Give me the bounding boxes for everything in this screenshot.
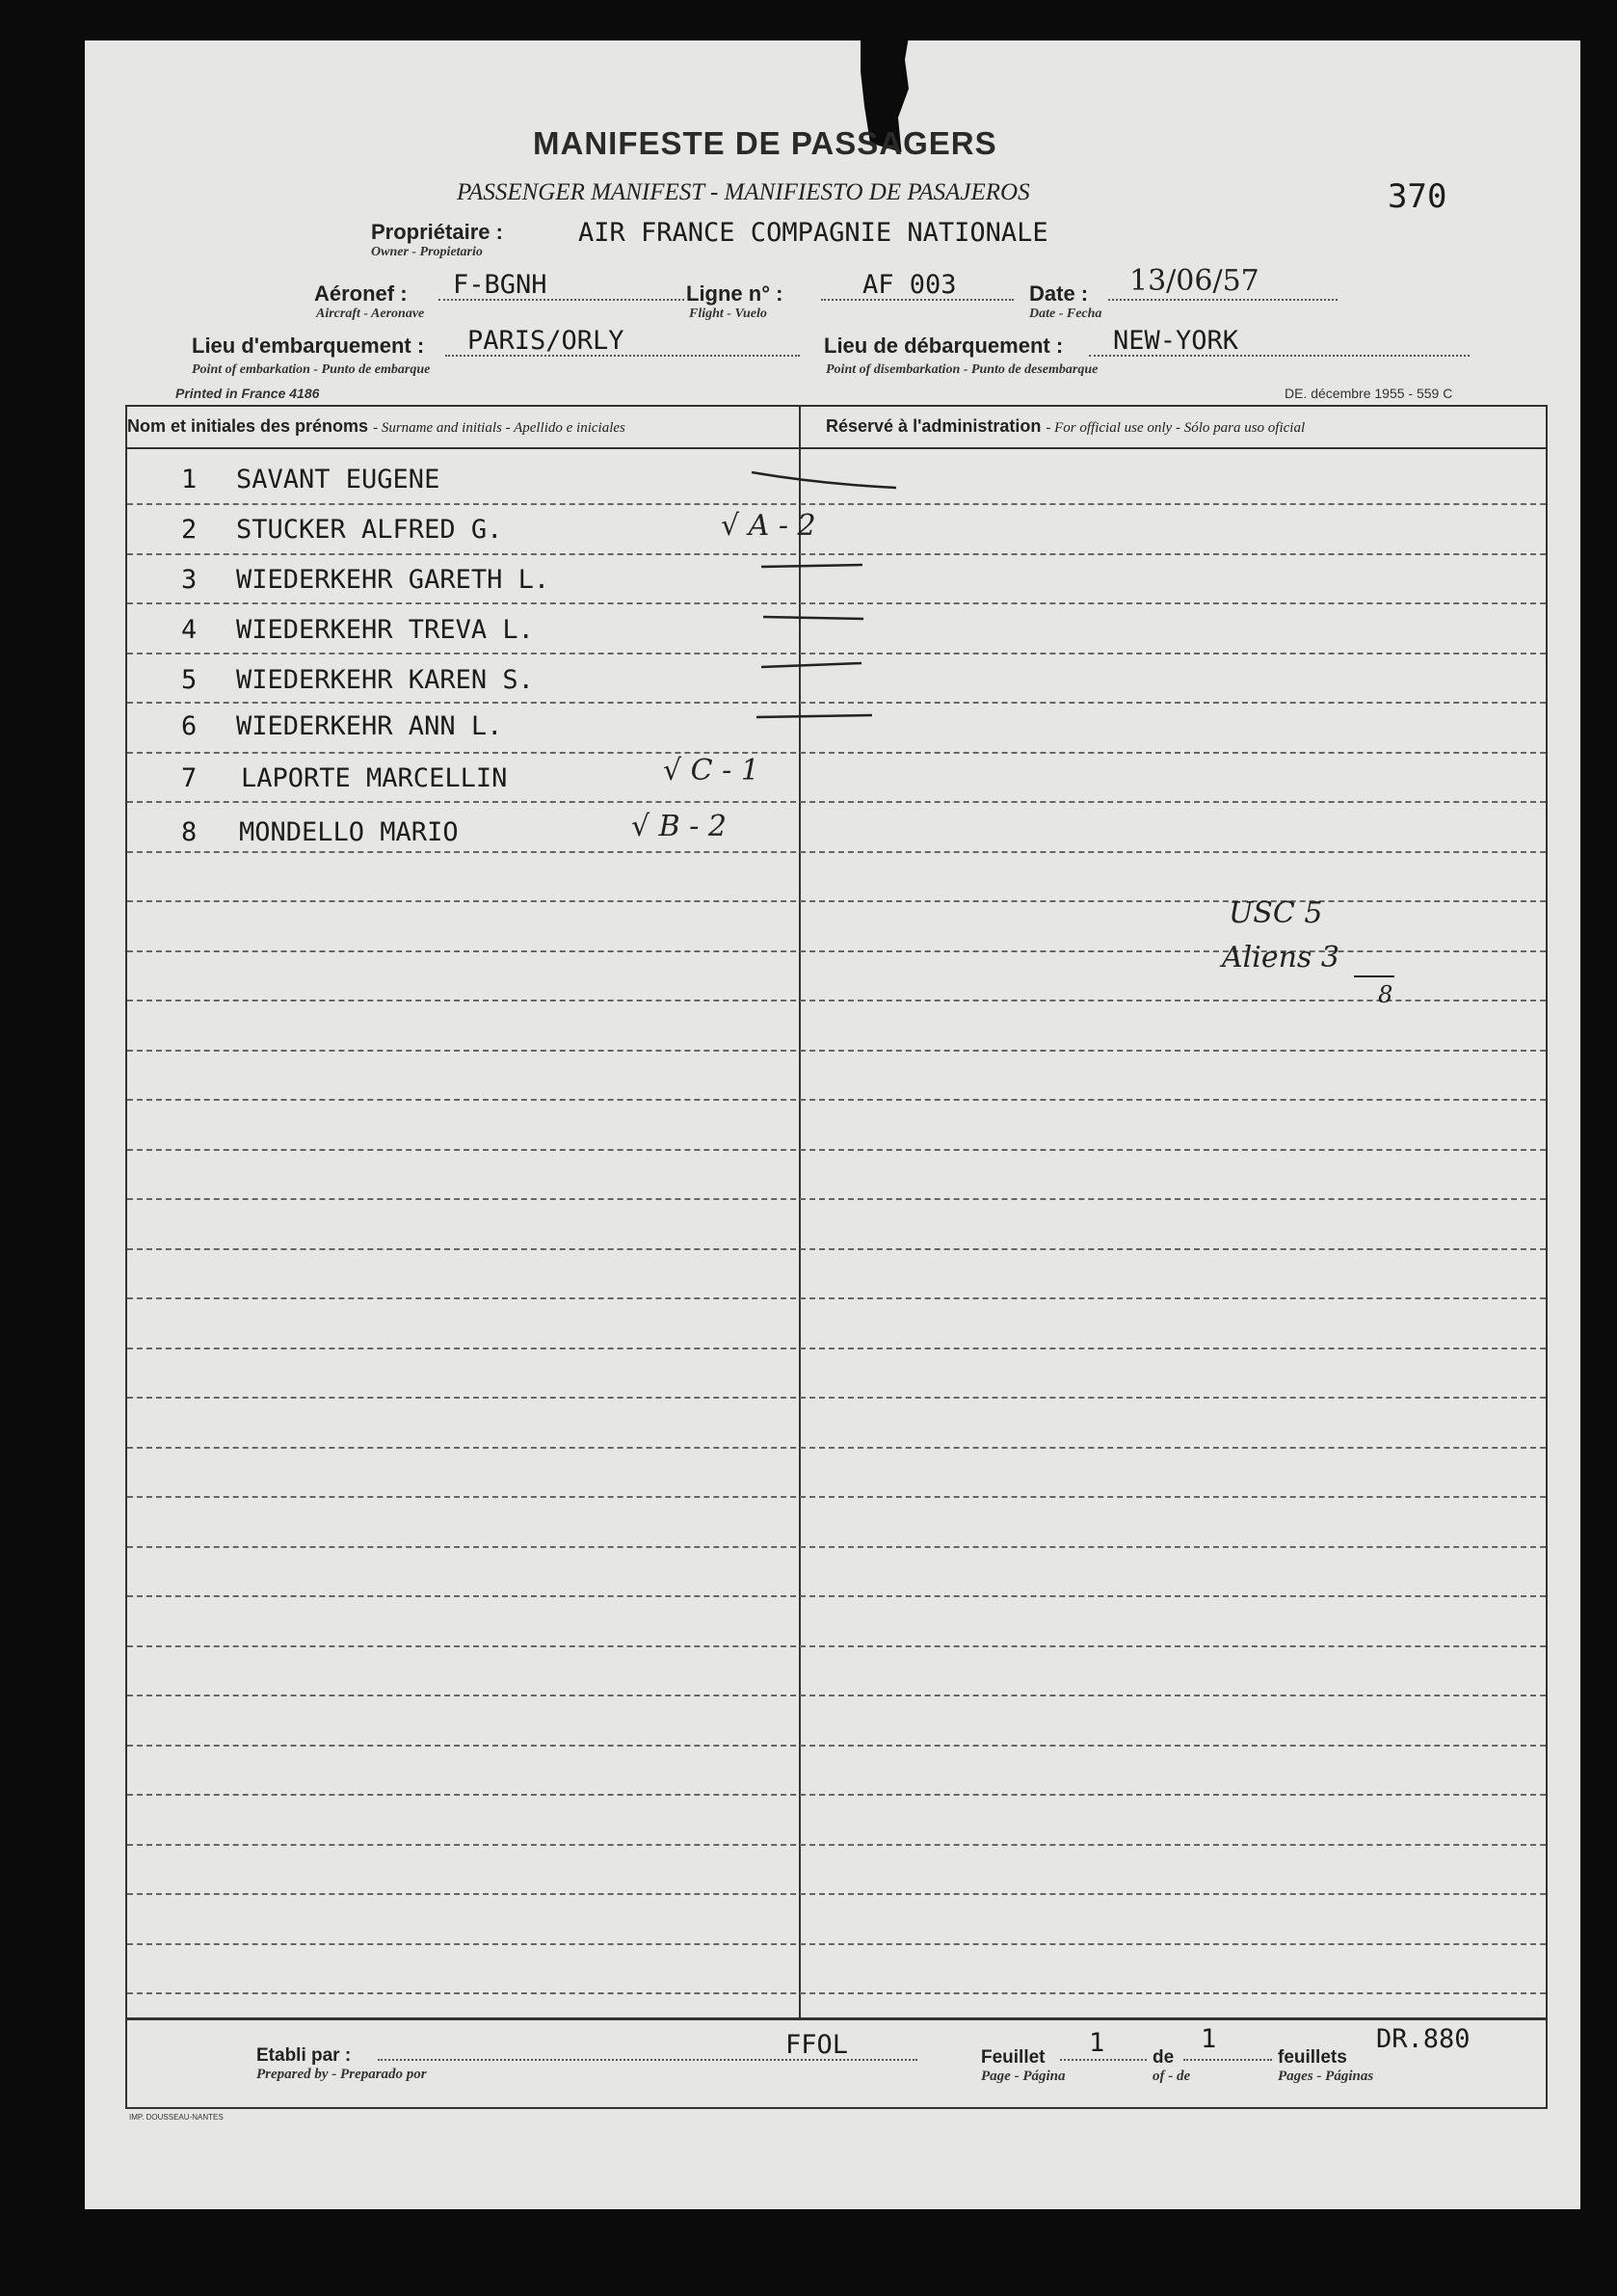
ruled-line xyxy=(127,1745,1546,1747)
ruled-line xyxy=(127,752,1546,754)
pen-dash xyxy=(763,617,863,619)
printed-in: Printed in France 4186 xyxy=(175,386,320,401)
sheets-sub: Pages - Páginas xyxy=(1278,2069,1374,2084)
admin-mark: √ B - 2 xyxy=(631,810,727,843)
aircraft-label: Aéronef : xyxy=(314,281,408,306)
admin-note-total: 8 xyxy=(1378,981,1393,1008)
owner-value: AIR FRANCE COMPAGNIE NATIONALE xyxy=(578,218,1048,248)
of-label: de xyxy=(1153,2047,1175,2068)
of-underline xyxy=(1183,2059,1272,2061)
sheet-sub: Page - Página xyxy=(981,2069,1066,2084)
header-separator xyxy=(125,447,1548,449)
passenger-number: 4 xyxy=(181,615,198,645)
col2-header xyxy=(826,416,1305,437)
passenger-number: 6 xyxy=(181,711,198,741)
ruled-line xyxy=(127,1645,1546,1647)
ruled-line xyxy=(127,801,1546,803)
ruled-line xyxy=(127,1348,1546,1349)
disembark-value: NEW-YORK xyxy=(1113,326,1239,356)
col1-header-sub: - Surname and initials - Apellido e iniciales xyxy=(373,420,625,436)
flight-label: Ligne n° : xyxy=(686,281,783,306)
embark-underline xyxy=(445,355,800,357)
printer-credit: IMP. DOUSSEAU-NANTES xyxy=(129,2113,224,2122)
form-subtitle: PASSENGER MANIFEST - MANIFIESTO DE PASAJEROS xyxy=(457,179,1030,205)
flight-underline xyxy=(821,299,1014,301)
sheet-underline xyxy=(1060,2059,1147,2061)
passenger-name: LAPORTE MARCELLIN xyxy=(241,763,508,793)
pen-dash xyxy=(752,472,896,488)
passenger-name: WIEDERKEHR TREVA L. xyxy=(236,615,534,645)
admin-mark: √ C - 1 xyxy=(663,754,759,788)
col1-header-label: Nom et initiales des prénoms xyxy=(127,416,369,436)
sheet-label: Feuillet xyxy=(981,2047,1046,2068)
col1-header xyxy=(127,416,625,437)
of-value: 1 xyxy=(1201,2024,1217,2054)
admin-mark: √ A - 2 xyxy=(721,509,816,543)
passenger-name: WIEDERKEHR GARETH L. xyxy=(236,565,550,595)
ruled-line xyxy=(127,1099,1546,1101)
footer-separator xyxy=(125,2017,1548,2020)
pen-dashes xyxy=(732,463,906,733)
passenger-number: 8 xyxy=(181,817,198,847)
prepared-value: FFOL xyxy=(785,2030,849,2060)
doc-ref: DR.880 xyxy=(1376,2024,1471,2054)
pen-dash xyxy=(761,565,862,567)
sheet-value: 1 xyxy=(1089,2028,1105,2058)
ruled-line xyxy=(127,1447,1546,1449)
admin-note-aliens: Aliens 3 xyxy=(1222,941,1339,974)
page-number: 370 xyxy=(1388,177,1447,216)
ruled-line xyxy=(127,1050,1546,1052)
passenger-name: WIEDERKEHR ANN L. xyxy=(236,711,503,741)
passenger-number: 7 xyxy=(181,763,198,793)
ruled-line xyxy=(127,1248,1546,1250)
aircraft-sub: Aircraft - Aeronave xyxy=(316,307,425,321)
passenger-number: 2 xyxy=(181,515,198,545)
admin-note-usc: USC 5 xyxy=(1229,896,1323,930)
ruled-line xyxy=(127,1794,1546,1796)
ruled-line xyxy=(127,1000,1546,1001)
ruled-line xyxy=(127,900,1546,902)
date-sub: Date - Fecha xyxy=(1029,307,1102,321)
passenger-number: 5 xyxy=(181,665,198,695)
disembark-underline xyxy=(1089,355,1470,357)
pen-dash xyxy=(756,715,872,717)
ruled-line xyxy=(127,1397,1546,1399)
form-title: MANIFESTE DE PASSAGERS xyxy=(533,125,997,161)
date-label: Date : xyxy=(1029,281,1089,306)
ruled-line xyxy=(127,1992,1546,1994)
ruled-line xyxy=(127,1546,1546,1548)
ruled-line xyxy=(127,1695,1546,1696)
ruled-line xyxy=(127,1198,1546,1200)
flight-sub: Flight - Vuelo xyxy=(689,307,767,321)
passenger-number: 1 xyxy=(181,465,198,494)
aircraft-underline xyxy=(438,299,684,301)
fraction-bar xyxy=(1354,975,1394,977)
embark-value: PARIS/ORLY xyxy=(467,326,624,356)
passenger-name: WIEDERKEHR KAREN S. xyxy=(236,665,534,695)
ruled-line xyxy=(127,1893,1546,1895)
passenger-number: 3 xyxy=(181,565,198,595)
of-sub: of - de xyxy=(1153,2069,1191,2084)
flight-value: AF 003 xyxy=(862,270,957,300)
ruled-line xyxy=(127,1844,1546,1846)
owner-label: Propriétaire : xyxy=(371,220,503,244)
date-value: 13/06/57 xyxy=(1129,264,1259,298)
ruled-line xyxy=(127,1149,1546,1151)
disembark-sub: Point of disembarkation - Punto de desembarque xyxy=(826,362,1099,377)
sheets-label: feuillets xyxy=(1278,2047,1347,2068)
embark-sub: Point of embarkation - Punto de embarque xyxy=(192,362,431,377)
disembark-label: Lieu de débarquement : xyxy=(824,334,1064,358)
embark-label: Lieu d'embarquement : xyxy=(192,334,425,358)
aircraft-value: F-BGNH xyxy=(453,270,547,300)
date-underline xyxy=(1108,299,1338,301)
prepared-sub: Prepared by - Preparado por xyxy=(256,2067,427,2082)
passenger-name: SAVANT EUGENE xyxy=(236,465,440,494)
ruled-line xyxy=(127,1943,1546,1945)
ruled-line xyxy=(127,1595,1546,1597)
form-code: DE. décembre 1955 - 559 C xyxy=(1285,386,1453,401)
owner-sub: Owner - Propietario xyxy=(371,245,483,259)
pen-dash xyxy=(761,663,862,667)
ruled-line xyxy=(127,1297,1546,1299)
passenger-name: MONDELLO MARIO xyxy=(239,817,459,847)
col2-header-label: Réservé à l'administration xyxy=(826,416,1042,436)
col2-header-sub: - For official use only - Sólo para uso oficial xyxy=(1046,420,1306,436)
prepared-label: Etabli par : xyxy=(256,2045,352,2066)
ruled-line xyxy=(127,851,1546,853)
ruled-line xyxy=(127,1496,1546,1498)
passenger-name: STUCKER ALFRED G. xyxy=(236,515,503,545)
